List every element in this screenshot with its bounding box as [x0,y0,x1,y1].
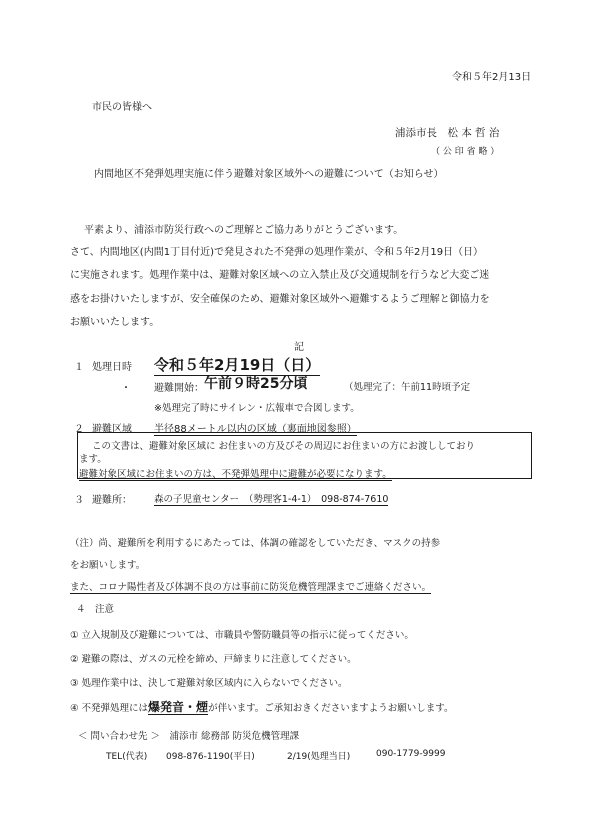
disposal-date: 令和５年2月19日（日） [154,356,321,374]
siren-note: ※処理完了時にサイレン・広報車で合図します。 [154,403,360,414]
intro-line-1: 平素より、浦添市防災行政へのご理解とご協力ありがとうございます。 [84,225,404,236]
caution-item-4 [70,698,454,715]
sender-name: 浦添市長 松 本 哲 治 [395,127,500,139]
caution-item-2: ② 避難の際は、ガスの元栓を締め、戸締まりに注意してください。 [70,654,357,665]
seal-omitted-note: （ 公 印 省 略 ） [431,147,500,157]
evacuation-start-time: 午前９時25分頃 [204,376,308,392]
addressee: 市民の皆様へ [92,102,152,113]
document-subject: 内間地区不発弾処理実施に伴う避難対象区域外への避難について（お知らせ） [94,169,444,180]
disposal-day-label: 2/19(処理当日) [287,752,351,762]
caution-title: ４ 注意 [76,604,115,615]
evacuation-area: 半径88メートル以内の区域（裏面地図参照） [154,420,357,436]
bullet-mark: ・ [121,383,131,394]
tel-disposal-day: 090-1779-9999 [376,749,446,759]
shelter-info: 森の子児童センター （勢理客1-4-1） 098-874-7610 [154,491,388,506]
caution-item-4-post: が伴います。ご承知おきくださいますようお願いします。 [208,703,454,714]
section-1-number: １ [74,362,84,373]
extra-note-3: また、コロナ陽性者及び体調不良の方は事前に防災危機管理課までご連絡ください。 [70,579,431,594]
explosion-smoke-warning: 爆発音・煙 [148,700,209,714]
intro-line-2: さて、内間地区(内間1丁目付近)で発見された不発弾の処理作業が、令和５年2月19日（日） [70,247,484,258]
intro-line-3: に実施されます。処理作業中は、避難対象区域への立入禁止及び交通規制を行うなど大変ご迷 [70,270,490,281]
notice-line-1: この文書は、避難対象区域に お住まいの方及びその周辺にお住まいの方にお渡ししており [92,441,476,452]
section-2-label: 避難区域 [92,424,132,435]
notice-line-2: 避難対象区域にお住まいの方は、不発弾処理中に避難が必要になります。 [79,466,392,481]
tel-weekday: 098-876-1190(平日) [166,752,255,762]
extra-note-2: をお願いします。 [70,560,146,571]
extra-note-1: （注）尚、避難所を利用するにあたっては、体調の確認をしていただき、マスクの持参 [70,538,441,549]
caution-item-3: ③ 処理作業中は、決して避難対象区域内に入らないでください。 [70,678,348,689]
evacuation-start-label: 避難開始： [154,383,204,394]
disposal-completion-time: （処理完了：午前11時頃予定 [344,382,471,393]
notice-line-1-cont: ます。 [79,454,107,465]
caution-item-1: ① 立入規制及び避難については、市職員や警防職員等の指示に従ってください。 [70,630,414,641]
document-date: 令和５年2月13日 [452,72,532,83]
tel-label: TEL(代表) [106,752,148,762]
intro-line-5: お願いいたします。 [70,317,160,328]
contact-label: ＜ 問い合わせ先 ＞ 浦添市 総務部 防災危機管理課 [78,731,300,742]
ki-heading: 記 [294,342,304,353]
section-3-label: 避難所： [92,495,132,506]
section-3-number: ３ [74,495,84,506]
section-2-number: ２ [74,424,84,435]
intro-line-4: 惑をお掛けいたしますが、安全確保のため、避難対象区域外へ避難するようご理解と御協力を [70,294,490,305]
section-1-label: 処理日時 [92,362,132,373]
caution-item-4-pre: ④ 不発弾処理には [70,703,149,714]
